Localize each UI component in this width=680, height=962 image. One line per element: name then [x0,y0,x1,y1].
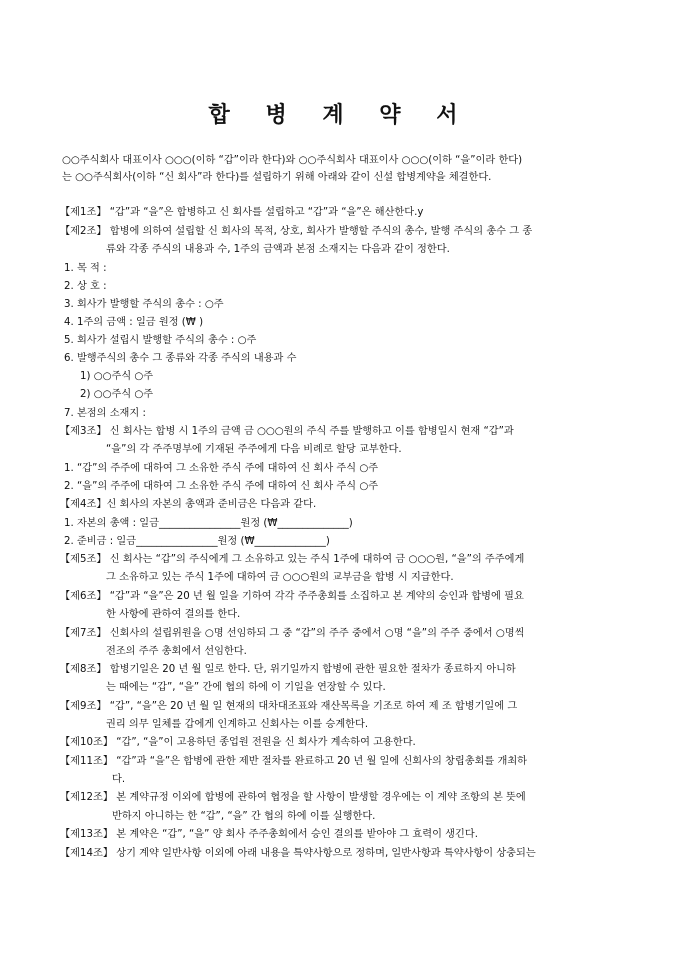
article-4: 【제4조】신 회사의 자본의 총액과 준비금은 다음과 같다. [60,499,317,510]
article-5: 【제5조】 신 회사는 “갑”의 주식에게 그 소유하고 있는 주식 1주에 대하여 금 ○○○원, “을”의 주주에게 [60,554,525,565]
article-13: 【제13조】 본 계약은 “갑”, “을” 양 회사 주주총회에서 승인 결의를 받아야 그 효력이 생긴다. [60,829,478,840]
list-item: 7. 본점의 소재지 : [64,408,146,419]
article-1: 【제1조】 “갑”과 “을”은 합병하고 신 회사를 설립하고 “갑”과 “을”은 해산한다.y [60,207,424,218]
page-title: 합 병 계 약 서 [208,103,472,128]
intro-line: ○○주식회사 대표이사 ○○○(이하 “갑”이라 한다)와 ○○주식회사 대표이사 ○○○(이하 “을”이라 한다) [62,155,523,166]
list-item: 5. 회사가 설립시 발행할 주식의 총수 : ○주 [64,335,257,346]
article-9-cont: 권리 의무 일체를 갑에게 인계하고 신회사는 이를 승계한다. [106,719,369,730]
list-item: 2. 상 호 : [64,281,107,292]
list-subitem: 2) ○○주식 ○주 [80,389,154,400]
article-6-cont: 한 사항에 관하여 결의를 한다. [106,609,241,620]
list-item: 3. 회사가 발행할 주식의 총수 : ○주 [64,299,224,310]
article-11-cont: 다. [112,774,126,785]
article-14: 【제14조】 상기 계약 일반사항 이외에 아래 내용을 특약사항으로 정하며, 일반사항과 특약사항이 상충되는 [60,848,536,859]
article-2-cont: 류와 각종 주식의 내용과 수, 1주의 금액과 본점 소재지는 다음과 같이 정한다. [106,244,450,255]
article-8-cont: 는 때에는 “갑”, “을” 간에 협의 하에 이 기일을 연장할 수 있다. [106,682,386,693]
article-6: 【제6조】 “갑”과 “을”은 20 년 월 일을 기하여 각각 주주총회를 소집하고 본 계약의 승인과 합병에 필요 [60,591,524,602]
article-7-cont: 전조의 주주 총회에서 선임한다. [106,646,247,657]
list-item: 1. 자본의 총액 : 일금________________원정 (₩______________) [64,518,353,529]
list-item: 2. 준비금 : 일금________________원정 (₩______________) [64,536,330,547]
article-2: 【제2조】 합병에 의하여 설립할 신 회사의 목적, 상호, 회사가 발행할 주식의 총수, 발행 주식의 총수 그 종 [60,226,533,237]
article-10: 【제10조】 “갑”, “을”이 고용하던 종업원 전원을 신 회사가 계속하여 고용한다. [60,737,416,748]
article-3: 【제3조】 신 회사는 합병 시 1주의 금액 금 ○○○원의 주식 주를 발행하고 이를 합병일시 현재 “갑”과 [60,426,514,437]
intro-line: 는 ○○주식회사(이하 “신 회사”라 한다)를 설립하기 위해 아래와 같이 신설 합병계약을 체결한다. [62,172,492,183]
list-subitem: 1) ○○주식 ○주 [80,371,154,382]
list-item: 2. “을”의 주주에 대하여 그 소유한 주식 주에 대하여 신 회사 주식 ○주 [64,481,379,492]
article-8: 【제8조】 합병기일은 20 년 월 일로 한다. 단, 위기일까지 합병에 관한 필요한 절차가 종료하지 아니하 [60,664,516,675]
list-item: 1. 목 적 : [64,263,107,274]
list-item: 4. 1주의 금액 : 일금 원정 (₩ ) [64,317,204,328]
article-7: 【제7조】 신회사의 설립위원을 ○명 선임하되 그 중 “갑”의 주주 중에서 ○명 “을”의 주주 중에서 ○명씩 [60,628,525,639]
article-12: 【제12조】 본 계약규정 이외에 합병에 관하여 협정을 할 사항이 발생할 경우에는 이 계약 조항의 본 뜻에 [60,792,526,803]
article-11: 【제11조】 “갑”과 “을”은 합병에 관한 제반 절차를 완료하고 20 년 월 일에 신회사의 창립총회를 개최하 [60,756,528,767]
article-9: 【제9조】 “갑”, “을”은 20 년 월 일 현재의 대차대조표와 재산목록을 기조로 하여 제 조 합병기일에 그 [60,701,518,712]
list-item: 6. 발행주식의 총수 그 종류와 각종 주식의 내용과 수 [64,353,297,364]
article-3-cont: “을”의 각 주주명부에 기재된 주주에게 다음 비례로 할당 교부한다. [106,444,402,455]
article-12-cont: 반하지 아니하는 한 “갑”, “을” 간 협의 하에 이를 실행한다. [112,811,376,822]
list-item: 1. “갑”의 주주에 대하여 그 소유한 주식 주에 대하여 신 회사 주식 ○주 [64,463,379,474]
article-5-cont: 그 소유하고 있는 주식 1주에 대하여 금 ○○○원의 교부금을 합병 시 지급한다. [106,572,454,583]
